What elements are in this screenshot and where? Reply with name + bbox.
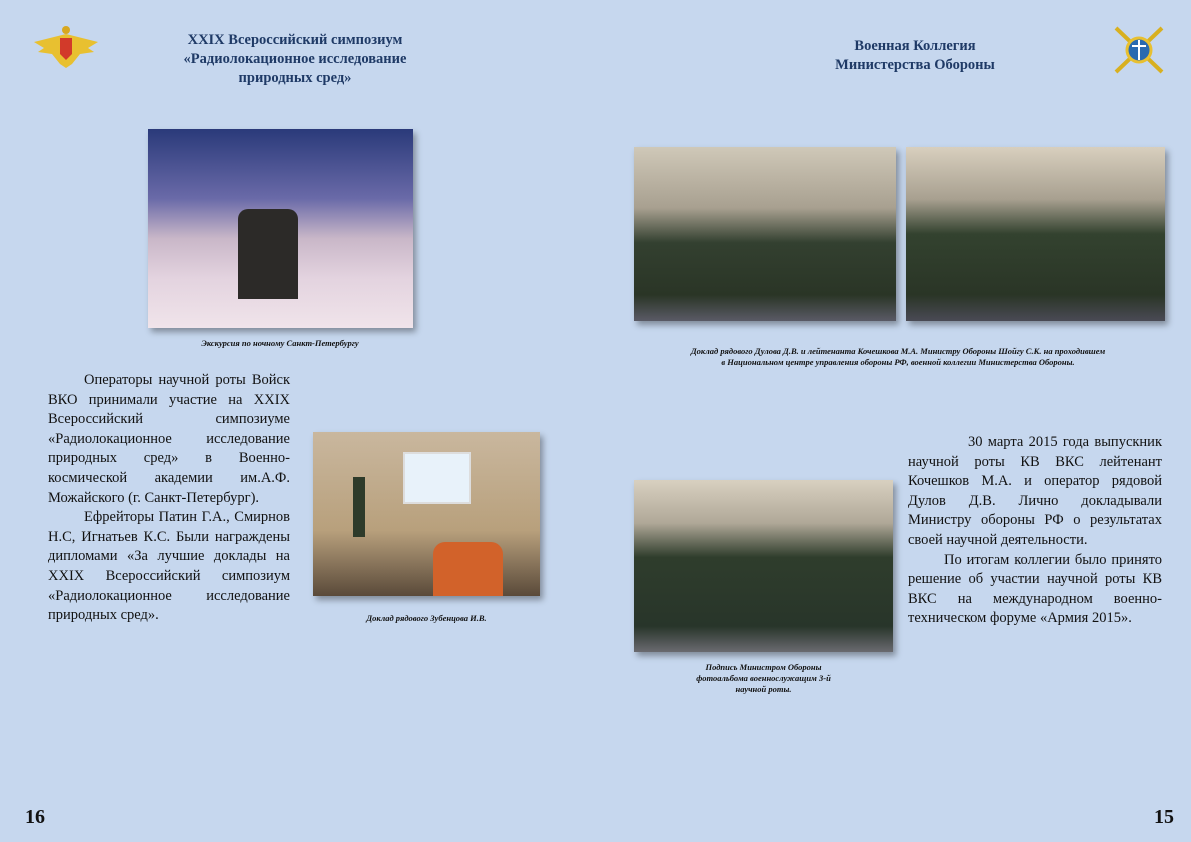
photo2-caption: Доклад рядового Зубенцова И.В. [366,613,487,623]
caption-line: Доклад рядового Дулова Д.В. и лейтенанта Кочешкова М.А. Министру Обороны Шойгу С.К. на проходившем [690,346,1106,356]
photo-album-signing [634,480,893,652]
page-number-left: 16 [25,806,45,828]
right-body-text [908,433,1162,629]
paragraph: Операторы научной роты Войск ВКО принимали участие на XXIX Всероссийский симпозиуме «Радиолокационное исследование природных сред» в Военно-космической академии им.А.Ф. Можайского (г. Санкт-Петербург). [48,372,290,506]
left-body-text [48,371,290,626]
header-line: Министерства Обороны [835,57,995,73]
header-line: «Радиолокационное исследование [183,51,407,67]
armed-forces-emblem-logo [30,24,102,72]
page-number-right: 15 [1154,806,1174,828]
photo5-caption [634,662,893,695]
top-photos-caption [630,346,1166,368]
left-page-header [150,31,440,88]
photo1-caption: Экскурсия по ночному Санкт-Петербургу [201,338,359,348]
photo-ministry-report-2 [906,147,1165,321]
paragraph: 30 марта 2015 года выпускник научной роты КВ ВКС лейтенант Кочешков М.А. и оператор рядовой Дулов Д.В. Лично докладывали Министру обороны РФ о результатах своей научной деятельности. [908,434,1162,548]
caption-line: Подпись Министром Обороны [705,662,822,672]
paragraph: Ефрейторы Патин Г.А., Смирнов Н.С, Игнатьев К.С. Были награждены дипломами «За лучшие доклады на XXIX Всероссийский симпозиум «Радиолокационное исследование природных сред». [48,509,290,624]
photo-report-zubentsov [313,432,540,596]
header-line: Военная Коллегия [854,38,976,54]
photo-ministry-report-1 [634,147,896,321]
right-page-header [790,37,1040,75]
paragraph: По итогам коллегии было принято решение об участии научной роты КВ ВКС на международном военно-техническом форуме «Армия 2015». [908,551,1162,627]
caption-line: научной роты. [735,684,792,694]
caption-line: фотоальбома военнослужащим 3-й [696,673,831,683]
caption-line: в Национальном центре управления обороны РФ, военной коллегии Министерства Обороны. [721,357,1075,367]
header-line: XXIX Всероссийский симпозиум [187,32,403,48]
photo-night-excursion [148,129,413,328]
military-collegium-emblem-logo [1112,24,1166,76]
header-line: природных сред» [238,70,352,86]
